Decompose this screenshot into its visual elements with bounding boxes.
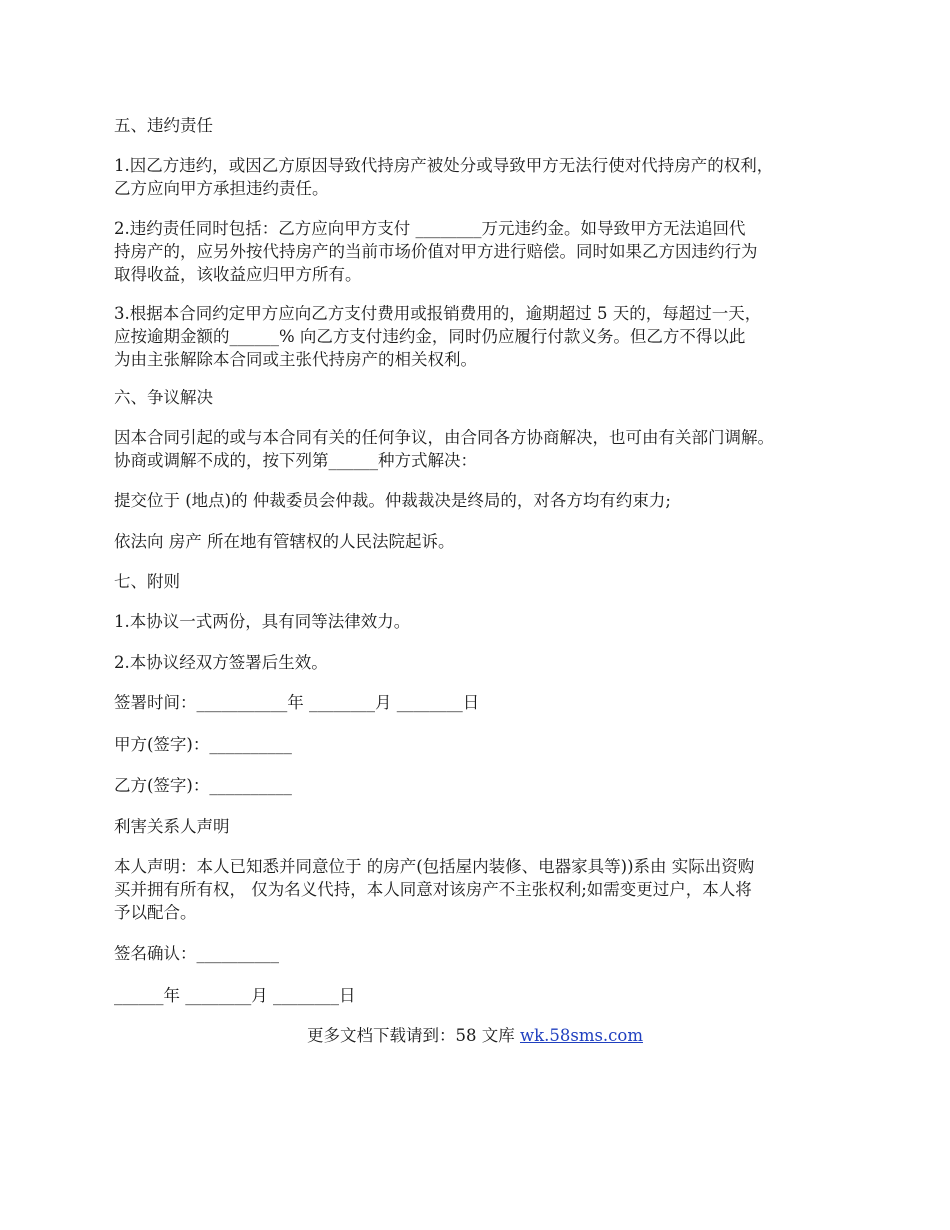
sign-date: 签署时间：___________年 ________月 ________日 <box>114 693 480 712</box>
party-a-signature: 甲方(签字)：__________ <box>114 735 292 754</box>
declaration-line1: 本人声明：本人已知悉并同意位于 的房产(包括屋内装修、电器家具等))系由 实际出资购 <box>114 857 755 876</box>
s5-p3-line1: 3.根据本合同约定甲方应向乙方支付费用或报销费用的，逾期超过 5 天的，每超过一天， <box>114 304 762 323</box>
footer-text: 更多文档下载请到：58 文库 <box>306 1026 520 1045</box>
declaration-line3: 予以配合。 <box>114 903 197 922</box>
final-date: ______年 ________月 ________日 <box>114 986 356 1005</box>
s5-p2-line3: 取得收益，该收益应归甲方所有。 <box>114 265 362 284</box>
s6-p1-line1: 因本合同引起的或与本合同有关的任何争议，由合同各方协商解决，也可由有关部门调解。 <box>114 428 774 447</box>
s6-option-1: 提交位于 (地点)的 仲裁委员会仲裁。仲裁裁决是终局的，对各方均有约束力; <box>114 491 671 510</box>
s5-p2-line1: 2.违约责任同时包括：乙方应向甲方支付 ________万元违约金。如导致甲方无法追回代 <box>114 219 746 238</box>
s5-p1-line2: 乙方应向甲方承担违约责任。 <box>114 179 329 198</box>
s5-p2-line2: 持房产的，应另外按代持房产的当前市场价值对甲方进行赔偿。同时如果乙方因违约行为 <box>114 242 758 261</box>
stakeholder-heading: 利害关系人声明 <box>114 817 230 836</box>
footer-link[interactable]: wk.58sms.com <box>519 1026 643 1045</box>
declaration-line2: 买并拥有所有权， 仅为名义代持，本人同意对该房产不主张权利;如需变更过户，本人将 <box>114 880 752 899</box>
s6-p1-line2: 协商或调解不成的，按下列第______种方式解决： <box>114 451 477 470</box>
s7-p1: 1.本协议一式两份，具有同等法律效力。 <box>114 612 411 631</box>
signature-confirm: 签名确认：__________ <box>114 944 279 963</box>
s5-p3-line2: 应按逾期金额的______% 向乙方支付违约金，同时仍应履行付款义务。但乙方不得以此 <box>114 327 746 346</box>
s7-p2: 2.本协议经双方签署后生效。 <box>114 653 328 672</box>
party-b-signature: 乙方(签字)：__________ <box>114 776 292 795</box>
section-7-heading: 七、附则 <box>114 572 180 591</box>
s5-p3-line3: 为由主张解除本合同或主张代持房产的相关权利。 <box>114 350 477 369</box>
section-5-heading: 五、违约责任 <box>114 116 213 135</box>
section-6-heading: 六、争议解决 <box>114 388 213 407</box>
s5-p1-line1: 1.因乙方违约，或因乙方原因导致代持房产被处分或导致甲方无法行使对代持房产的权利， <box>114 156 774 175</box>
footer <box>0 1024 950 1048</box>
s6-option-2: 依法向 房产 所在地有管辖权的人民法院起诉。 <box>114 532 455 551</box>
